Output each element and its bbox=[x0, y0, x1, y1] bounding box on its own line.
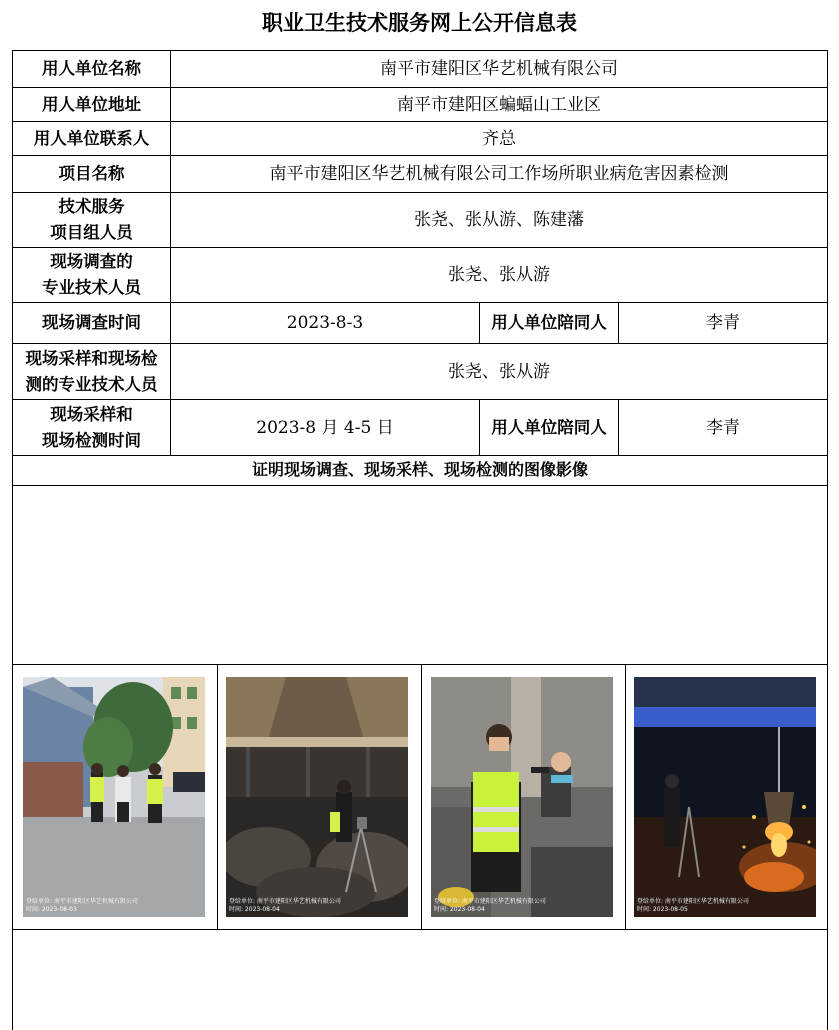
photo-row bbox=[12, 664, 828, 930]
photo-cell-1 bbox=[12, 665, 218, 929]
photo-3-watermark: 登给单位: 南平市建阳区华艺机械有限公司 时间: 2023-08-04 bbox=[434, 898, 546, 913]
value-contact: 齐总 bbox=[170, 121, 828, 156]
label-sampling-time bbox=[12, 399, 171, 456]
label-team-line2: 项目组人员 bbox=[50, 223, 133, 242]
photo-workshop-sampling bbox=[226, 677, 408, 917]
page-title: 职业卫生技术服务网上公开信息表 bbox=[262, 11, 577, 35]
label-survey-companion: 用人单位陪同人 bbox=[479, 302, 619, 344]
label-team-line1: 技术服务 bbox=[58, 197, 125, 216]
photo-2-watermark: 登给单位: 南平市建阳区华艺机械有限公司 时间: 2023-08-04 bbox=[229, 898, 341, 913]
label-unit-name: 用人单位名称 bbox=[12, 50, 171, 88]
photo-factory-entrance bbox=[23, 677, 205, 917]
label-sampling-companion: 用人单位陪同人 bbox=[479, 399, 619, 456]
photo-4-watermark: 登给单位: 南平市建阳区华艺机械有限公司 时间: 2023-08-05 bbox=[637, 898, 749, 913]
photo-cell-2 bbox=[217, 665, 422, 929]
value-survey-time: 2023-8-3 bbox=[170, 302, 480, 344]
photo-worker-measuring bbox=[431, 677, 613, 917]
label-sampling-staff-line1: 现场采样和现场检 bbox=[25, 348, 158, 368]
label-survey-staff-line2: 专业技术人员 bbox=[42, 278, 141, 297]
value-sampling-time: 2023-8 月 4-5 日 bbox=[170, 399, 480, 456]
photo-cell-4 bbox=[625, 665, 828, 929]
label-contact: 用人单位联系人 bbox=[12, 121, 171, 156]
images-header: 证明现场调查、现场采样、现场检测的图像影像 bbox=[12, 455, 828, 486]
label-sampling-time-line1: 现场采样和 bbox=[50, 404, 133, 424]
value-sampling-companion: 李青 bbox=[618, 399, 828, 456]
photo-cell-3 bbox=[421, 665, 626, 929]
value-survey-companion: 李青 bbox=[618, 302, 828, 344]
label-team bbox=[12, 192, 171, 248]
label-survey-staff-line1: 现场调查的 bbox=[50, 252, 133, 271]
value-unit-address: 南平市建阳区蝙蝠山工业区 bbox=[170, 87, 828, 122]
photo-molten-metal-pouring bbox=[634, 677, 816, 917]
label-project: 项目名称 bbox=[12, 155, 171, 193]
photo-worker-measuring-icon bbox=[431, 677, 613, 917]
label-sampling-time-line2: 现场检测时间 bbox=[42, 430, 141, 450]
photo-molten-metal-pouring-icon bbox=[634, 677, 816, 917]
label-survey-staff bbox=[12, 247, 171, 303]
label-survey-time: 现场调查时间 bbox=[12, 302, 171, 344]
value-unit-name: 南平市建阳区华艺机械有限公司 bbox=[170, 50, 828, 88]
label-sampling-staff bbox=[12, 343, 171, 400]
value-sampling-staff: 张尧、张从游 bbox=[170, 343, 828, 400]
photo-1-watermark: 登给单位: 南平市建阳区华艺机械有限公司 时间: 2023-08-03 bbox=[26, 898, 138, 913]
label-unit-address: 用人单位地址 bbox=[12, 87, 171, 122]
photo-factory-entrance-icon bbox=[23, 677, 205, 917]
photo-workshop-sampling-icon bbox=[226, 677, 408, 917]
value-survey-staff: 张尧、张从游 bbox=[170, 247, 828, 303]
value-team: 张尧、张从游、陈建藩 bbox=[170, 192, 828, 248]
value-project: 南平市建阳区华艺机械有限公司工作场所职业病危害因素检测 bbox=[170, 155, 828, 193]
label-sampling-staff-line2: 测的专业技术人员 bbox=[25, 374, 158, 394]
